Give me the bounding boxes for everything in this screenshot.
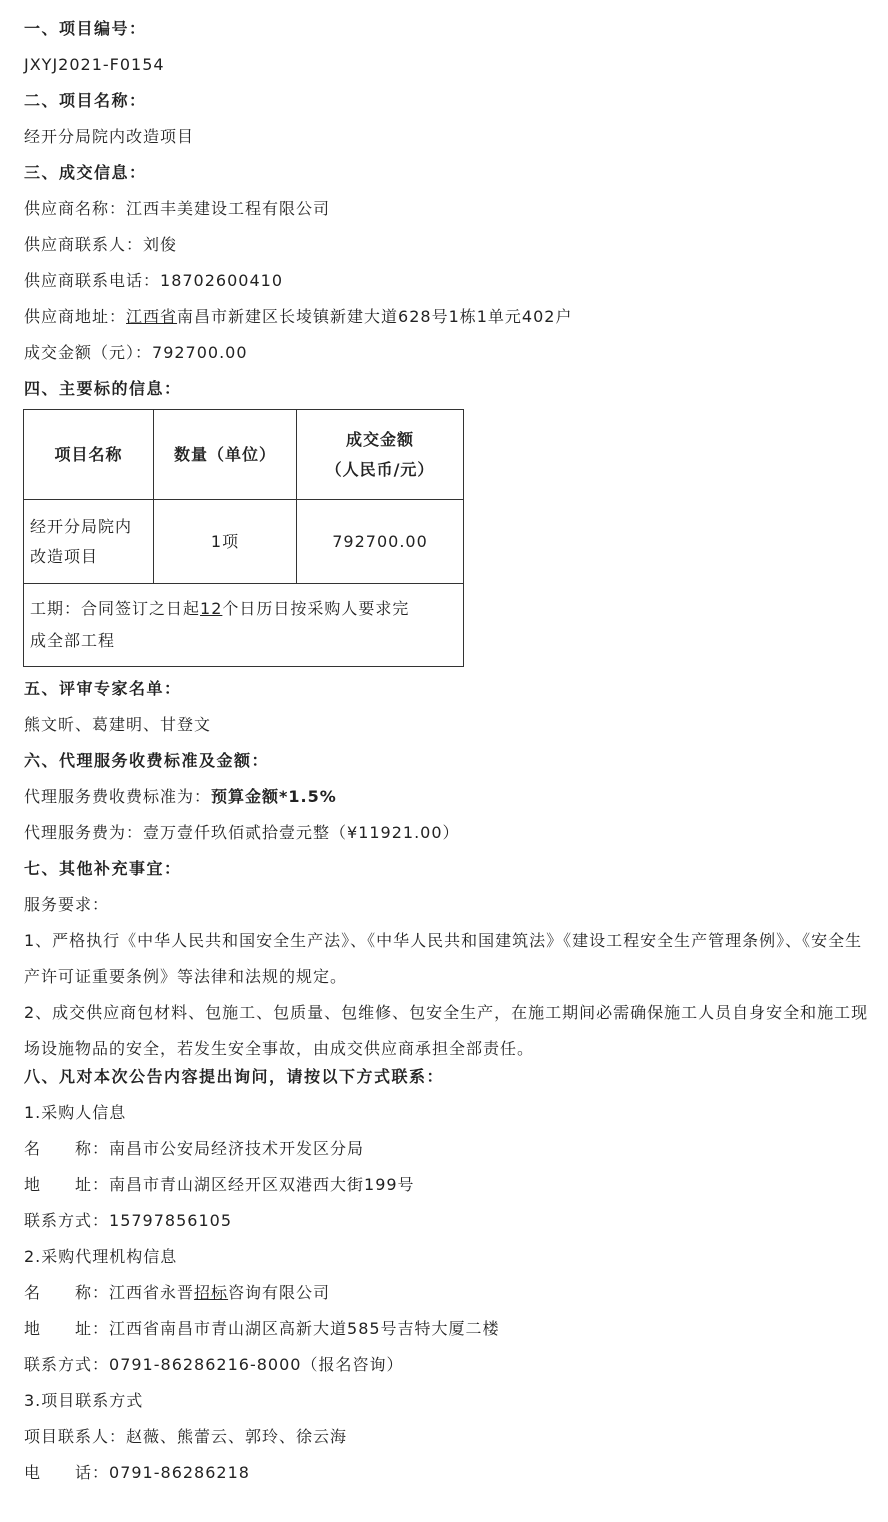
section-heading-agency-fee: 六、代理服务收费标准及金额： xyxy=(24,751,270,770)
agency-address-label: 地 址： xyxy=(24,1319,110,1338)
service-requirements-label: 服务要求： xyxy=(24,895,110,914)
project-person: 赵薇、熊蕾云、郭玲、徐云海 xyxy=(126,1427,348,1446)
deal-amount-row xyxy=(24,342,248,364)
table-header-project-name: 项目名称 xyxy=(54,444,123,464)
supplier-phone-label: 供应商联系电话： xyxy=(24,271,161,290)
supplier-contact-label: 供应商联系人： xyxy=(24,235,144,254)
project-phone: 0791-86286218 xyxy=(109,1463,250,1482)
duration-days: 12 xyxy=(200,599,223,618)
table-cell-project-name xyxy=(24,500,153,583)
table-cell-project-name-line2: 改造项目 xyxy=(30,546,99,566)
project-person-row xyxy=(24,1426,347,1448)
agency-address-row xyxy=(24,1318,500,1340)
duration-line2: 成全部工程 xyxy=(30,631,116,650)
table-cell-amount: 792700.00 xyxy=(332,531,428,551)
table-cell-duration xyxy=(24,584,463,666)
duration-line1 xyxy=(30,593,409,625)
supplier-address-row xyxy=(24,306,572,328)
section-heading-experts: 五、评审专家名单： xyxy=(24,679,182,698)
section-heading-project-number: 一、项目编号： xyxy=(24,19,147,38)
purchaser-contact: 15797856105 xyxy=(109,1211,232,1230)
table-header-amount xyxy=(297,410,463,499)
table-header-amount-line1: 成交金额 xyxy=(345,429,414,449)
fee-amount-row xyxy=(24,822,460,844)
fee-amount-label: 代理服务费为： xyxy=(24,823,144,842)
project-contact-title: 3.项目联系方式 xyxy=(24,1391,144,1410)
table-header-amount-line2: （人民币/元） xyxy=(325,459,435,479)
deal-amount: 792700.00 xyxy=(152,343,248,362)
purchaser-name-row xyxy=(24,1138,364,1160)
section-heading-main-subject: 四、主要标的信息： xyxy=(24,379,182,398)
supplier-contact-row xyxy=(24,234,177,256)
supplier-phone-row xyxy=(24,270,283,292)
agency-info-title: 2.采购代理机构信息 xyxy=(24,1247,178,1266)
agency-address: 江西省南昌市青山湖区高新大道585号吉特大厦二楼 xyxy=(109,1319,500,1338)
table-cell-quantity: 1项 xyxy=(210,531,240,551)
table-cell-project-name-line1: 经开分局院内 xyxy=(30,516,133,536)
agency-name-row xyxy=(24,1282,330,1304)
subject-table xyxy=(23,409,464,667)
section-heading-contact: 八、凡对本次公告内容提出询问，请按以下方式联系： xyxy=(24,1067,445,1086)
supplier-address: 南昌市新建区长堎镇新建大道628号1栋1单元402户 xyxy=(177,307,573,326)
supplier-contact: 刘俊 xyxy=(143,235,178,254)
supplier-address-province: 江西省 xyxy=(126,307,178,326)
deal-amount-label: 成交金额（元）： xyxy=(24,343,153,362)
agency-contact-row xyxy=(24,1354,403,1376)
agency-name-label: 名 称： xyxy=(24,1283,110,1302)
fee-standard-label: 代理服务费收费标准为： xyxy=(24,787,212,806)
purchaser-address-row xyxy=(24,1174,415,1196)
supplier-phone: 18702600410 xyxy=(160,271,283,290)
purchaser-contact-row xyxy=(24,1210,232,1232)
project-phone-label: 电 话： xyxy=(24,1463,110,1482)
purchaser-address: 南昌市青山湖区经开区双港西大街199号 xyxy=(109,1175,415,1194)
service-requirement-item-1: 1、严格执行《中华人民共和国安全生产法》、《中华人民共和国建筑法》《建设工程安全生产管理条例》、《安全生产许可证重要条例》等法律和法规的规定。 xyxy=(24,931,863,986)
duration-suffix: 个日历日按采购人要求完 xyxy=(222,599,410,618)
agency-name-prefix: 江西省永晋 xyxy=(109,1283,195,1302)
section-heading-project-name: 二、项目名称： xyxy=(24,91,147,110)
supplier-address-label: 供应商地址： xyxy=(24,307,127,326)
duration-prefix: 工期：合同签订之日起 xyxy=(30,599,201,618)
agency-name-underlined: 招标 xyxy=(194,1283,229,1302)
section-heading-deal-info: 三、成交信息： xyxy=(24,163,147,182)
purchaser-info-title: 1.采购人信息 xyxy=(24,1103,127,1122)
purchaser-contact-label: 联系方式： xyxy=(24,1211,110,1230)
purchaser-name: 南昌市公安局经济技术开发区分局 xyxy=(109,1139,365,1158)
agency-name-suffix: 咨询有限公司 xyxy=(228,1283,331,1302)
agency-contact-label: 联系方式： xyxy=(24,1355,110,1374)
supplier-name-row xyxy=(24,198,330,220)
supplier-name: 江西丰美建设工程有限公司 xyxy=(126,199,331,218)
project-person-label: 项目联系人： xyxy=(24,1427,127,1446)
supplier-name-label: 供应商名称： xyxy=(24,199,127,218)
service-requirement-item-2: 2、成交供应商包材料、包施工、包质量、包维修、包安全生产，在施工期间必需确保施工人员自身安全和施工现场设施物品的安全，若发生安全事故，由成交供应商承担全部责任。 xyxy=(24,1003,869,1058)
project-name: 经开分局院内改造项目 xyxy=(24,127,195,146)
project-phone-row xyxy=(24,1462,250,1484)
purchaser-address-label: 地 址： xyxy=(24,1175,110,1194)
fee-amount-value: 壹万壹仟玖佰贰拾壹元整（¥11921.00） xyxy=(143,823,460,842)
expert-list: 熊文昕、葛建明、甘登文 xyxy=(24,715,212,734)
purchaser-name-label: 名 称： xyxy=(24,1139,110,1158)
table-header-quantity: 数量（单位） xyxy=(173,444,276,464)
agency-contact: 0791-86286216-8000（报名咨询） xyxy=(109,1355,404,1374)
section-heading-other-matters: 七、其他补充事宜： xyxy=(24,859,182,878)
fee-standard-value: 预算金额*1.5% xyxy=(211,787,337,806)
fee-standard-row xyxy=(24,786,337,808)
project-number: JXYJ2021-F0154 xyxy=(24,55,165,74)
